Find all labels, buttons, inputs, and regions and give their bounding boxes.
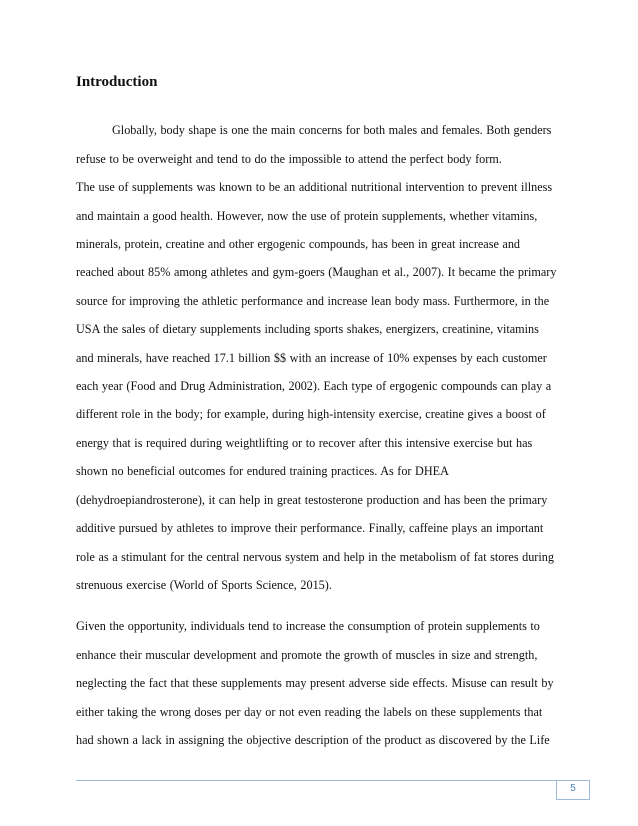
paragraph-line: energy that is required during weightlifting or to recover after this intensive exercise but has — [76, 436, 533, 450]
paragraph-line: enhance their muscular development and promote the growth of muscles in size and strength, — [76, 648, 538, 662]
page-number: 5 — [556, 780, 590, 800]
paragraph-line: minerals, protein, creatine and other ergogenic compounds, has been in great increase and — [76, 237, 521, 251]
section-heading: Introduction — [76, 74, 158, 90]
paragraph-line: (dehydroepiandrosterone), it can help in great testosterone production and has been the primary — [76, 493, 548, 507]
paragraph-line: different role in the body; for example, during high-intensity exercise, creatine gives a boost of — [76, 407, 546, 421]
paragraph-line: The use of supplements was known to be an additional nutritional intervention to prevent illness — [76, 180, 553, 194]
paragraph-line: reached about 85% among athletes and gym-goers (Maughan et al., 2007). It became the primary — [76, 265, 557, 279]
paragraph-line: refuse to be overweight and tend to do the impossible to attend the perfect body form. — [76, 152, 502, 166]
paragraph-line: and minerals, have reached 17.1 billion $$ with an increase of 10% expenses by each customer — [76, 351, 547, 365]
paragraph-line: Globally, body shape is one the main concerns for both males and females. Both genders — [112, 123, 552, 137]
paragraph-line: strenuous exercise (World of Sports Science, 2015). — [76, 578, 332, 592]
paragraph-line: each year (Food and Drug Administration, 2002). Each type of ergogenic compounds can play a — [76, 379, 552, 393]
footer-divider — [76, 780, 590, 781]
paragraph-line: neglecting the fact that these supplements may present adverse side effects. Misuse can result by — [76, 676, 554, 690]
paragraph-line: shown no beneficial outcomes for endured training practices. As for DHEA — [76, 464, 449, 478]
paragraph-line: source for improving the athletic performance and increase lean body mass. Furthermore, in the — [76, 294, 550, 308]
paragraph-line: additive pursued by athletes to improve their performance. Finally, caffeine plays an important — [76, 521, 544, 535]
paragraph-line: had shown a lack in assigning the objective description of the product as discovered by the Life — [76, 733, 550, 747]
paragraph-line: Given the opportunity, individuals tend to increase the consumption of protein supplements to — [76, 619, 540, 633]
paragraph-line: and maintain a good health. However, now the use of protein supplements, whether vitamins, — [76, 209, 538, 223]
paragraph-line: either taking the wrong doses per day or not even reading the labels on these supplements that — [76, 705, 543, 719]
paragraph-line: USA the sales of dietary supplements including sports shakes, energizers, creatinine, vitamins — [76, 322, 539, 336]
paragraph-line: role as a stimulant for the central nervous system and help in the metabolism of fat stores during — [76, 550, 554, 564]
